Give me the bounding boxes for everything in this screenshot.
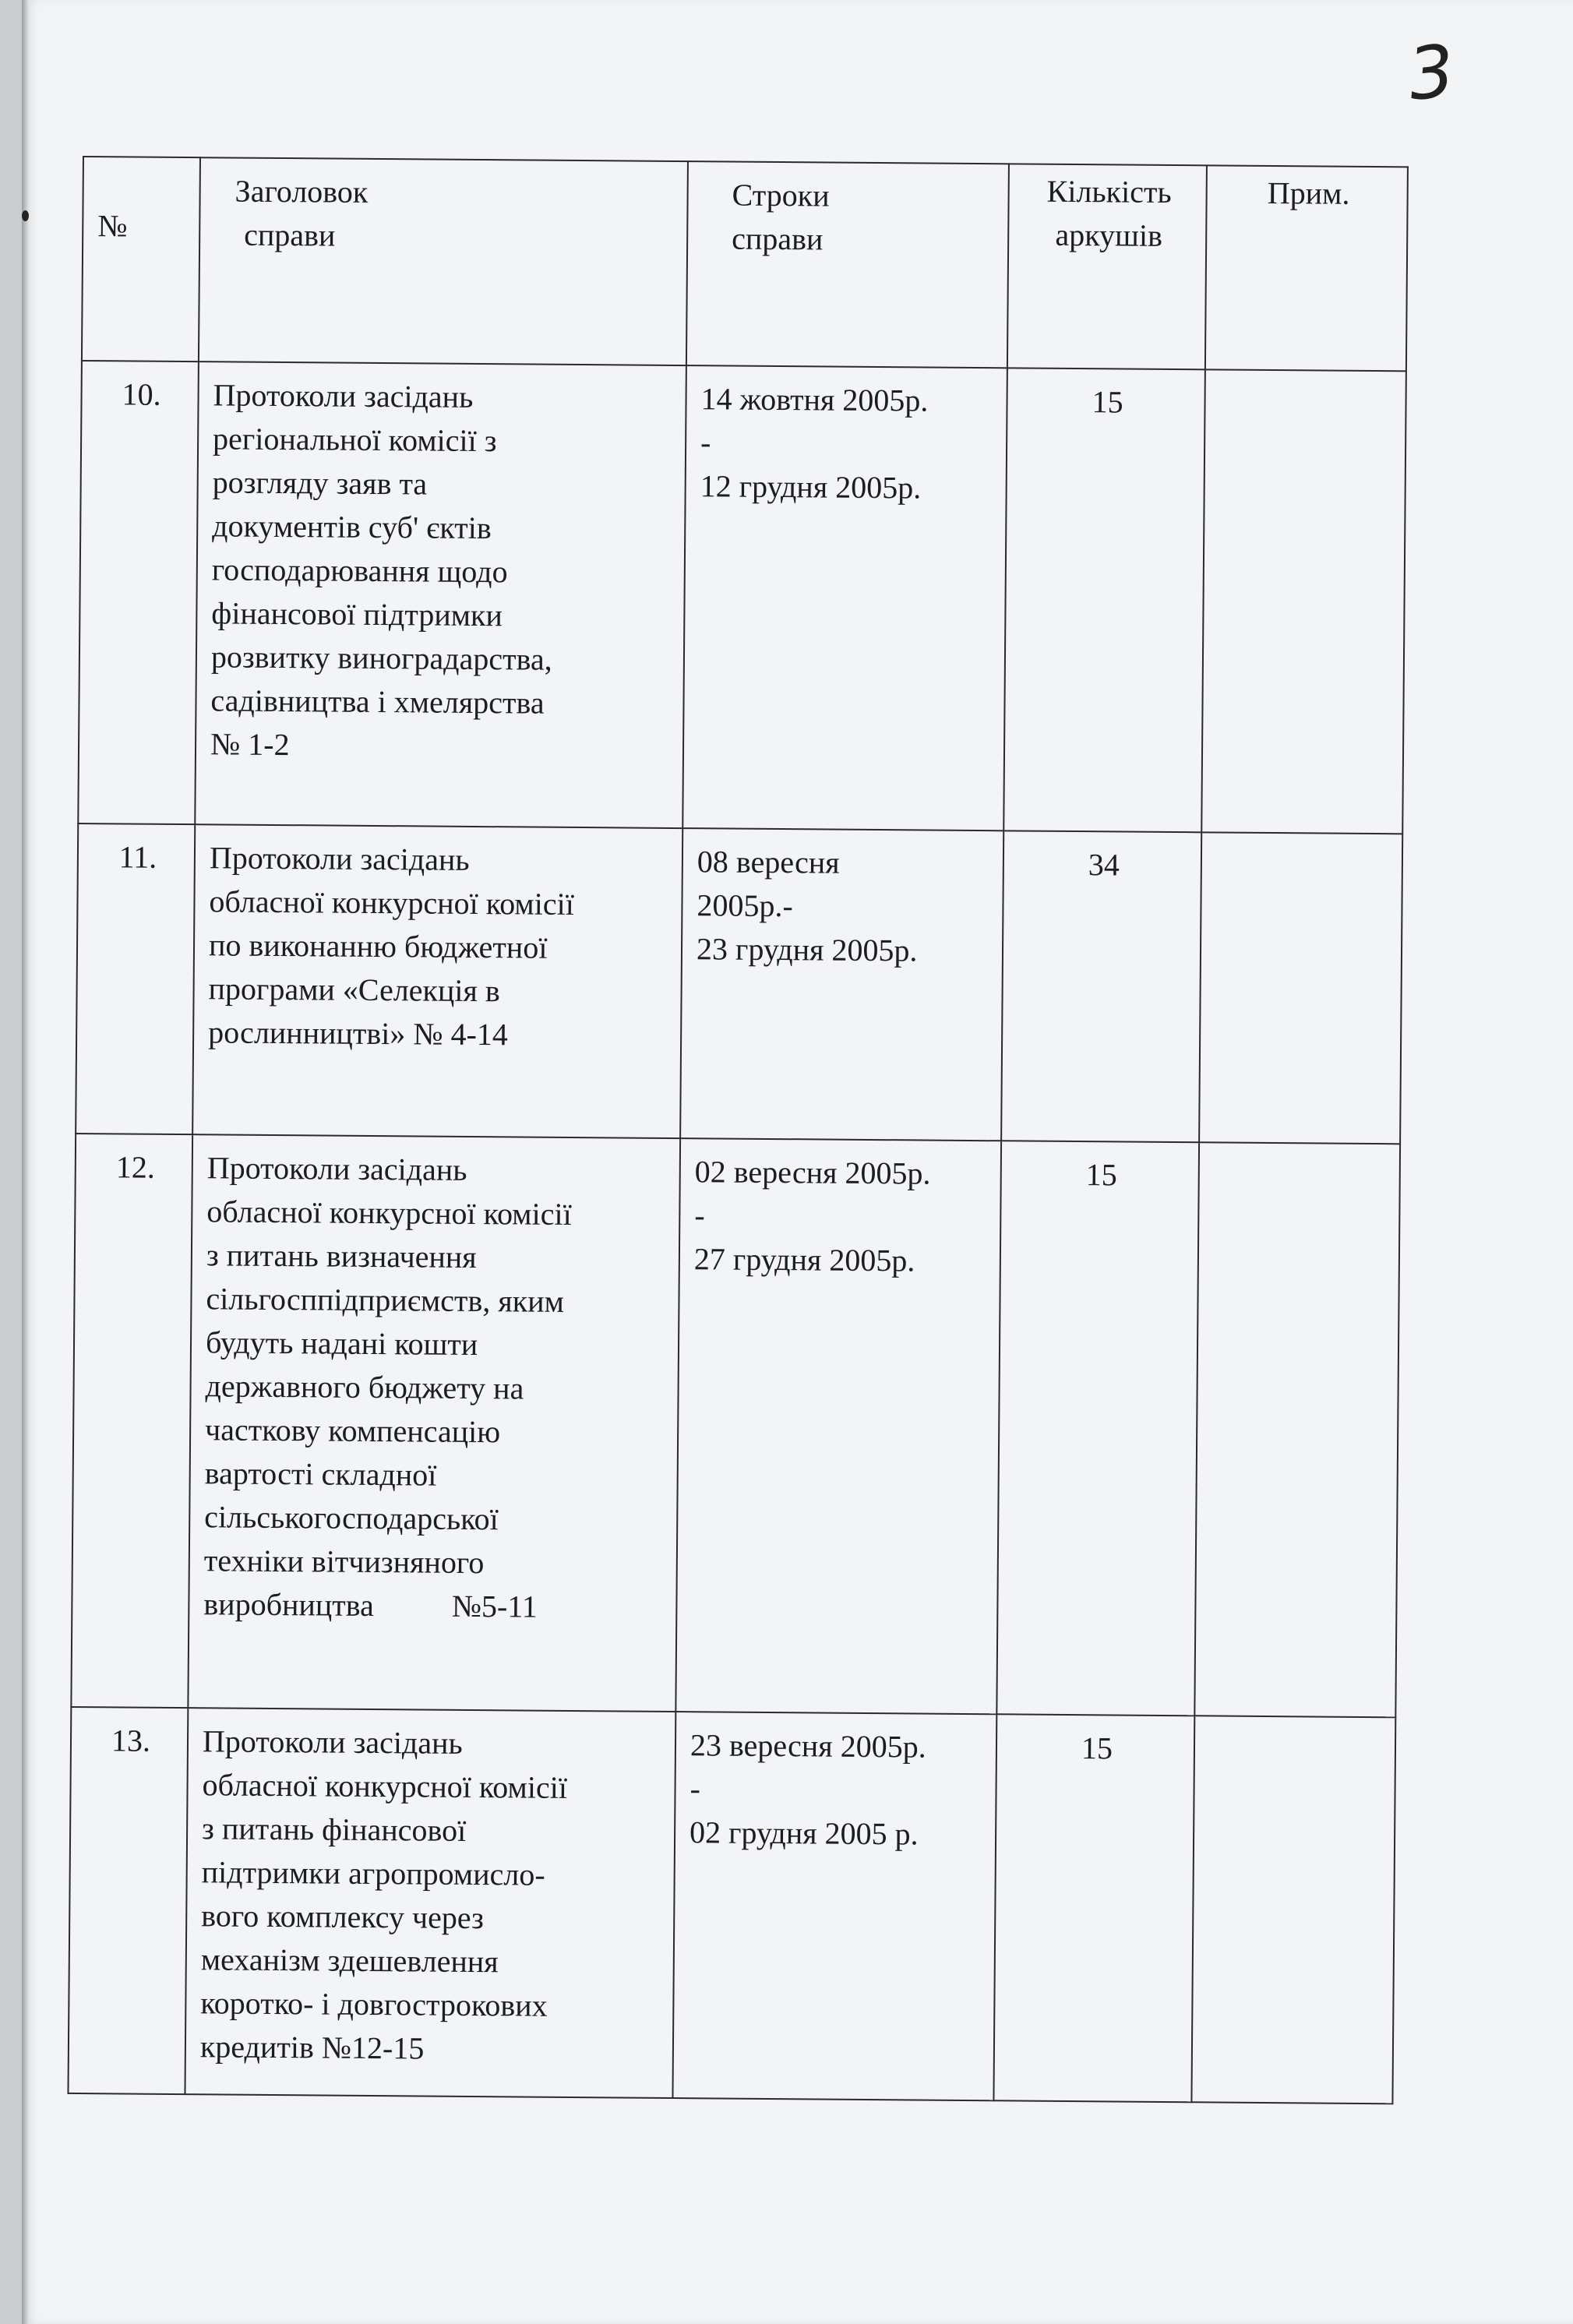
dates-line: -: [694, 1197, 705, 1233]
title-line: Протоколи засідань: [202, 1723, 463, 1761]
dates-line: 23 грудня 2005р.: [696, 931, 918, 968]
row-dates: [680, 828, 1003, 1141]
title-line: рослинництві» № 4-14: [207, 1014, 509, 1053]
title-line: програми «Селекція в: [208, 971, 500, 1009]
handwritten-page-number: 3: [1404, 29, 1458, 117]
row-title: [195, 361, 686, 828]
dates-line: -: [690, 1771, 701, 1807]
case-inventory-table: [67, 156, 1407, 2116]
table-row: [68, 1707, 1395, 2104]
title-line: з питань визначення: [206, 1237, 477, 1275]
title-line: з питань фінансової: [201, 1811, 467, 1848]
title-line: документів суб' єктів: [212, 508, 492, 546]
header-sheets-line: Кількість: [1046, 173, 1172, 210]
header-dates-line: справи: [732, 220, 824, 257]
title-line: вого комплексу через: [201, 1898, 485, 1936]
dates-line: 2005р.-: [697, 887, 793, 924]
title-line: техніки вітчизняного: [203, 1543, 485, 1581]
inventory-table: [67, 156, 1408, 2104]
title-line: обласної конкурсної комісії: [202, 1767, 568, 1805]
title-line: механізм здешевлення: [200, 1941, 499, 1980]
header-title-line: справи: [244, 217, 336, 253]
row-title: [192, 824, 682, 1138]
row-title: [188, 1134, 680, 1712]
title-line: підтримки агропромисло-: [201, 1854, 545, 1892]
header-note: Прим.: [1205, 165, 1408, 371]
title-line: обласної конкурсної комісії: [209, 883, 574, 922]
row-note: [1199, 832, 1402, 1144]
title-line: Протоколи засідань: [213, 377, 474, 414]
row-sheets: 15: [996, 1141, 1199, 1716]
header-number: №: [82, 157, 200, 361]
row-note: [1201, 369, 1406, 834]
title-line: Протоколи засідань: [206, 1150, 467, 1187]
page-fold-shadow: [22, 0, 30, 2324]
title-line: будуть надані кошти: [205, 1324, 478, 1363]
header-dates-line: Строки: [732, 177, 830, 213]
row-number: 11.: [76, 823, 195, 1134]
title-line: виробництва №5-11: [203, 1586, 538, 1624]
dates-line: 02 грудня 2005 р.: [689, 1814, 919, 1852]
title-line: № 1-2: [210, 726, 290, 763]
row-number: 12.: [71, 1134, 192, 1708]
table-row: [76, 823, 1402, 1144]
row-dates: [675, 1138, 1001, 1714]
table-row: [71, 1134, 1400, 1717]
title-line: коротко- і довгострокових: [200, 1985, 548, 2023]
row-dates: [682, 365, 1007, 831]
title-line: сільгосппідприємств, яким: [206, 1281, 565, 1319]
row-sheets: 15: [993, 1714, 1194, 2102]
title-line: розвитку виноградарства,: [210, 639, 552, 677]
header-title: [199, 157, 688, 365]
title-line: вартості складної: [204, 1455, 437, 1493]
table-header-row: [82, 157, 1408, 371]
title-line: садівництва і хмелярства: [210, 682, 545, 721]
title-line: господарювання щодо: [211, 552, 508, 590]
table-row: [78, 361, 1406, 834]
header-sheets: [1007, 164, 1207, 369]
header-dates: [686, 161, 1009, 368]
header-title-line: Заголовок: [235, 173, 369, 210]
title-line: розгляду заяв та: [212, 464, 428, 502]
dates-line: 27 грудня 2005р.: [693, 1241, 915, 1278]
title-line: регіональної комісії з: [212, 421, 497, 459]
title-line: часткову компенсацію: [204, 1412, 501, 1450]
header-sheets-line: аркушів: [1055, 217, 1163, 253]
dates-line: 02 вересня 2005р.: [694, 1154, 931, 1191]
row-note: [1194, 1142, 1400, 1717]
title-line: державного бюджету на: [205, 1368, 524, 1406]
title-line: по виконанню бюджетної: [208, 927, 548, 965]
row-note: [1191, 1716, 1395, 2104]
title-line: кредитів №12-15: [199, 2029, 425, 2066]
dates-line: -: [700, 425, 711, 460]
row-dates: [672, 1712, 996, 2100]
dates-line: 12 грудня 2005р.: [700, 468, 922, 506]
title-line: обласної конкурсної комісії: [206, 1194, 572, 1232]
dates-line: 08 вересня: [697, 844, 840, 880]
title-line: сільськогосподарської: [204, 1499, 499, 1537]
dates-line: 23 вересня 2005р.: [690, 1727, 926, 1765]
ink-dot-mark: [22, 210, 29, 221]
row-number: 10.: [78, 361, 199, 824]
title-line: Протоколи засідань: [209, 840, 470, 877]
row-sheets: 15: [1003, 368, 1205, 832]
row-number: 13.: [68, 1707, 188, 2094]
row-title: [185, 1708, 675, 2098]
dates-line: 14 жовтня 2005р.: [700, 381, 929, 418]
row-sheets: 34: [1001, 831, 1201, 1142]
title-line: фінансової підтримки: [211, 595, 503, 633]
